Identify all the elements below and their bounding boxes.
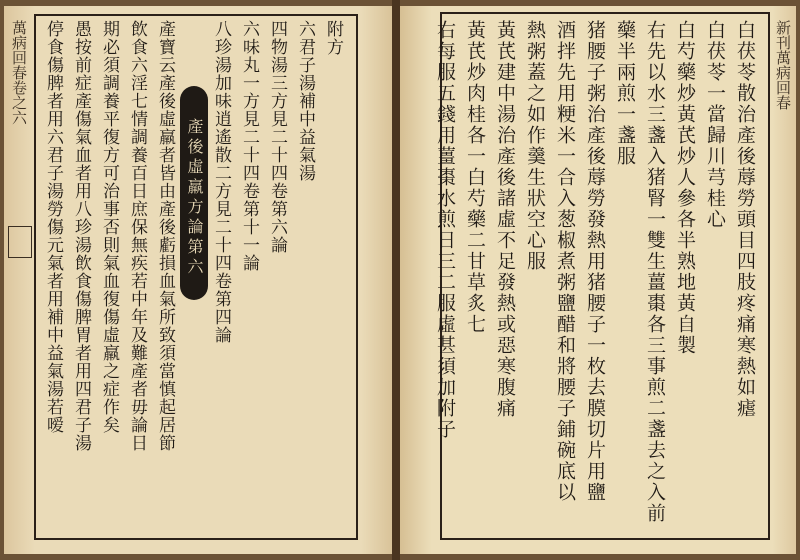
text-column-4: 右先以水三盞入猪腎一雙生薑棗各三事煎二盞去之入前: [644, 20, 666, 524]
text-column-2: 六君子湯補中益氣湯: [295, 20, 315, 182]
text-column-5: 藥半兩煎一盞服: [614, 20, 636, 167]
text-column-8: 熱粥蓋之如作羹生狀空心服: [524, 20, 546, 272]
text-column-9: 黃芪建中湯治產後諸虛不足發熱或惡寒腹痛: [494, 20, 516, 419]
text-column-2: 白茯苓一當歸川芎桂心: [704, 20, 726, 230]
left-margin-title: 萬病回春卷之六: [10, 20, 28, 125]
text-column-11: 右每服五錢用薑棗水煎日三二服虛甚須加附子: [434, 20, 456, 440]
chapter-heading: 產後虛羸方論第六: [180, 86, 208, 300]
text-column-8: 期必須調養平復方可治事否則氣血復傷虛羸之症作矣: [99, 20, 119, 434]
book-gutter: [392, 0, 400, 560]
right-margin-title: 新刊萬病回春: [774, 20, 792, 110]
text-column-10: 停食傷脾者用六君子湯勞傷元氣者用補中益氣湯若嗳: [43, 20, 63, 434]
text-column-6: 產寶云產後虛羸者皆由產後虧損血氣所致須當慎起居節: [155, 20, 175, 452]
text-column-6: 猪腰子粥治產後蓐勞發熱用猪腰子一枚去膜切片用鹽: [584, 20, 606, 503]
text-column-7: 飲食六淫七情調養百日庶保無疾若中年及難產者毋論日: [127, 20, 147, 452]
folio-marker: [8, 226, 32, 258]
text-column-5: 八珍湯加味逍遙散二方見二十四卷第四論: [211, 20, 231, 344]
text-column-3: 四物湯三方見二十四卷第六論: [267, 20, 287, 254]
left-page: [4, 6, 392, 554]
text-column-9: 愚按前症產傷氣血者用八珍湯飲食傷脾胃者用四君子湯: [71, 20, 91, 452]
text-column-4: 六味丸一方見二十四卷第十一論: [239, 20, 259, 272]
text-column-1: 白茯苓散治產後蓐勞頭目四肢疼痛寒熱如瘧: [734, 20, 756, 419]
right-page: [400, 6, 796, 554]
text-column-1: 附方: [323, 20, 343, 56]
text-column-7: 酒拌先用粳米一合入葱椒煮粥鹽醋和將腰子鋪碗底以: [554, 20, 576, 503]
text-column-3: 白芍藥炒黃芪炒人參各半熟地黃自製: [674, 20, 696, 356]
text-column-10: 黃芪炒肉桂各一白芍藥二甘草炙七: [464, 20, 486, 335]
